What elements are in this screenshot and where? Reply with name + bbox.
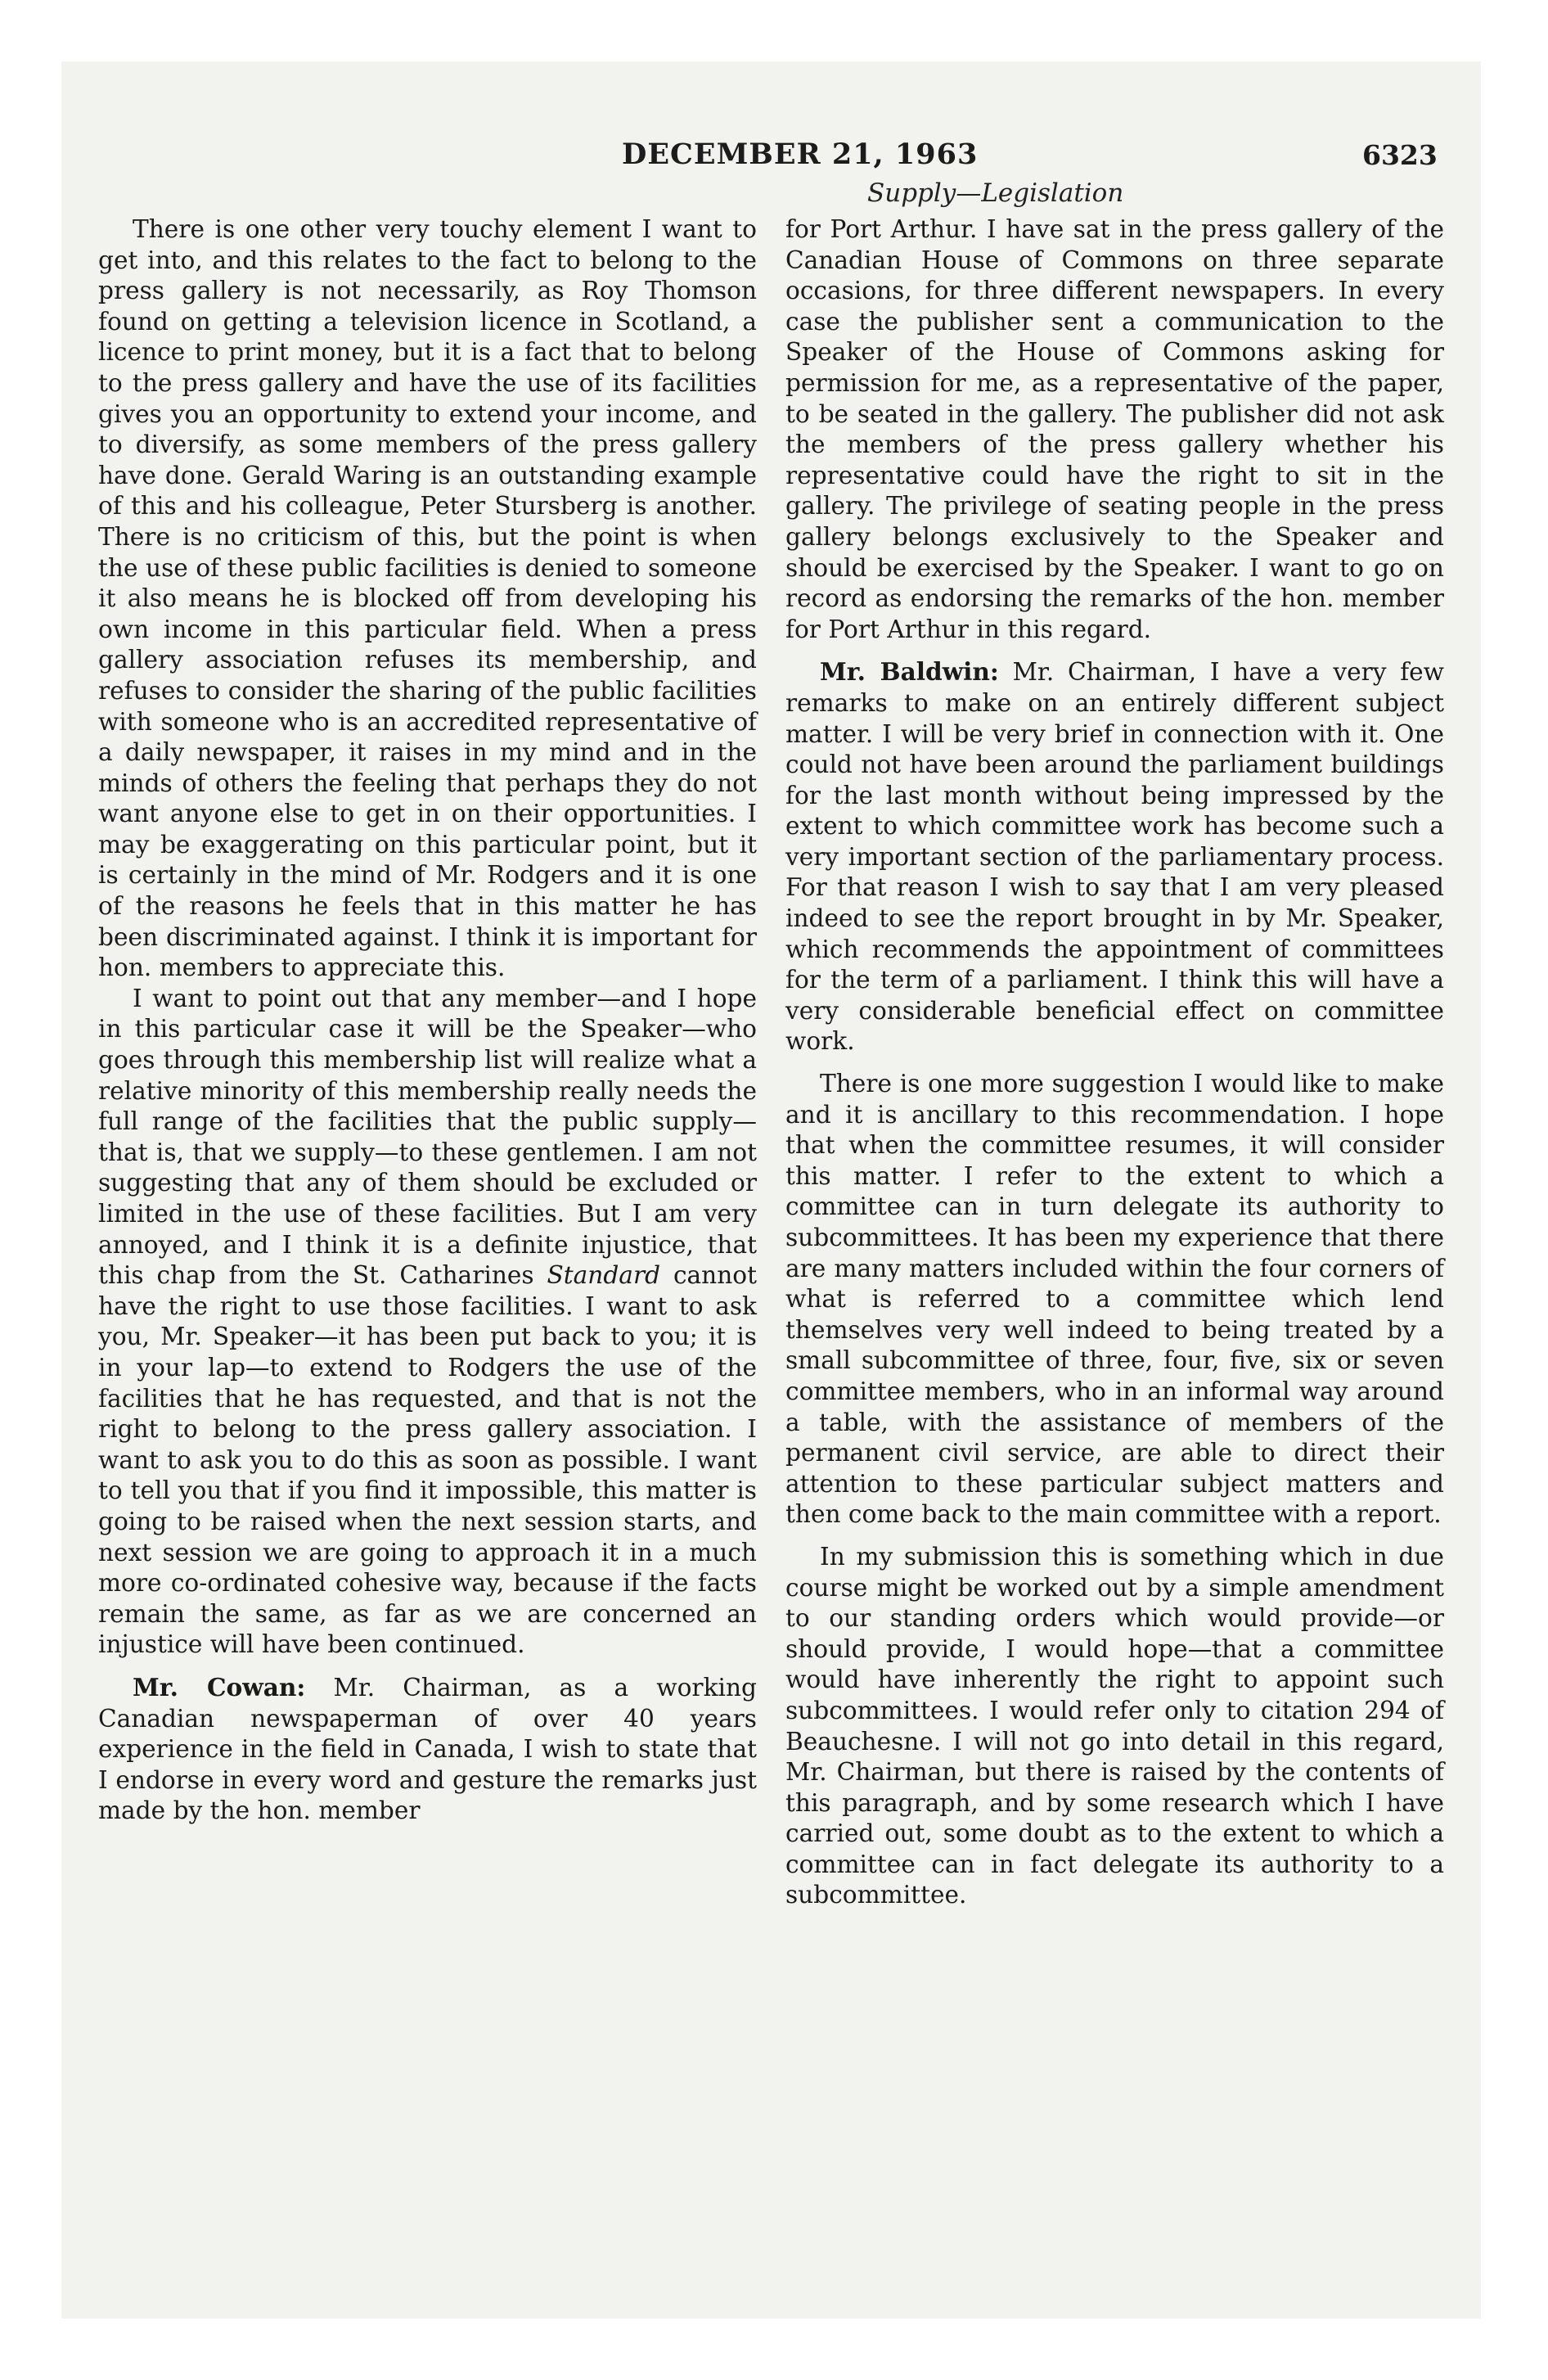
paragraph-submission: In my submission this is something which in due course might be worked out by a simple amendment to our standing orders which would provide—or should provide, I would hope—that a committee would have inherently the right to appoint such subcommittees. I would refer only to citation 294 of Beauchesne. I will not go into detail in this regard, Mr. Chairman, but there is raised by the contents of this paragraph, and by some research which I have carried out, some doubt as to the extent to which a committee can in fact delegate its authority to a subcommittee. xyxy=(785,1542,1444,1909)
left-column xyxy=(98,214,757,1827)
paragraph-cowan xyxy=(98,1672,757,1827)
paragraph-text: cannot have the right to use those facilities. I want to ask you, Mr. Speaker—it has been put back to you; it is in your lap—to extend to Rodgers the use of the facilities that he has requested, and that is not the right to belong to the press gallery association. I want to ask you to do this as soon as possible. I want to tell you that if you find it impossible, this matter is going to be raised when the next session starts, and next session we are going to approach it in a much more co-ordinated cohesive way, because if the facts remain the same, as far as we are concerned an injustice will have been continued. xyxy=(98,1261,757,1659)
right-column xyxy=(785,214,1444,1911)
paragraph-member-speaker xyxy=(98,984,757,1661)
speaker-name: Mr. Cowan: xyxy=(133,1672,306,1702)
paragraph-press-gallery: There is one other very touchy element I want to get into, and this relates to the fact to belong to the press gallery is not necessarily, as Roy Thomson found on getting a television licence in Scotland, a licence to print money, but it is a fact that to belong to the press gallery and have the use of its facilities gives you an opportunity to extend your income, and to diversify, as some members of the press gallery have done. Gerald Waring is an outstanding example of this and his colleague, Peter Stursberg is another. There is no criticism of this, but the point is when the use of these public facilities is denied to someone it also means he is blocked off from developing his own income in this particular field. When a press gallery association refuses its membership, and refuses to consider the sharing of the public facilities with someone who is an accredited representative of a daily newspaper, it raises in my mind and in the minds of others the feeling that perhaps they do not want anyone else to get in on their opportunities. I may be exaggerating on this particular point, but it is certainly in the mind of Mr. Rodgers and it is one of the reasons he feels that in this matter he has been discriminated against. I think it is important for hon. members to appreciate this. xyxy=(98,215,757,982)
running-head: Supply—Legislation xyxy=(867,178,1124,208)
speaker-name: Mr. Baldwin: xyxy=(820,657,999,687)
paragraph-text: Mr. Chairman, I have a very few remarks to make on an entirely different subject matter. I will be very brief in connection with it. One could not have been around the parliament buildings for the last month without being impressed by the extent to which committee work has become such a very important section of the parliamentary process. For that reason I wish to say that I am very pleased indeed to see the report brought in by Mr. Speaker, which recommends the appointment of committees for the term of a parliament. I think this will have a very considerable beneficial effect on committee work. xyxy=(785,658,1445,1056)
paragraph-baldwin xyxy=(785,656,1444,1057)
newspaper-name: Standard xyxy=(547,1261,661,1290)
paragraph-text: Mr. Chairman, as a working Canadian newspaperman of over 40 years experience in the field in Canada, I wish to state that I endorse in every word and gesture the remarks just made by the hon. member xyxy=(98,1673,757,1825)
paragraph-text: I want to point out that any member—and I hope in this particular case it will be the Speaker—who goes through this membership list will realize what a relative minority of this membership really needs the full range of the facilities that the public supply—that is, that we supply—to these gentlemen. I am not suggesting that any of them should be excluded or limited in the use of these facilities. But I am very annoyed, and I think it is a definite injustice, that this chap from the St. Catharines xyxy=(98,984,757,1290)
header-date: DECEMBER 21, 1963 xyxy=(622,137,979,171)
page-number: 6323 xyxy=(1362,139,1438,171)
paragraph-subcommittees: There is one more suggestion I would like to make and it is ancillary to this recommendation. I hope that when the committee resumes, it will consider this matter. I refer to the extent to which a committee can in turn delegate its authority to subcommittees. It has been my experience that there are many matters included within the four corners of what is referred to a committee which lend themselves very well indeed to being treated by a small subcommittee of three, four, five, six or seven committee members, who in an informal way around a table, with the assistance of members of the permanent civil service, are able to direct their attention to these particular subject matters and then come back to the main committee with a report. xyxy=(785,1070,1444,1529)
page-header xyxy=(0,137,1548,178)
paragraph-port-arthur: for Port Arthur. I have sat in the press gallery of the Canadian House of Commons on three separate occasions, for three different newspapers. In every case the publisher sent a communication to the Speaker of the House of Commons asking for permission for me, as a representative of the paper, to be seated in the gallery. The publisher did not ask the members of the press gallery whether his representative could have the right to sit in the gallery. The privilege of seating people in the press gallery belongs exclusively to the Speaker and should be exercised by the Speaker. I want to go on record as endorsing the remarks of the hon. member for Port Arthur in this regard. xyxy=(785,215,1444,643)
